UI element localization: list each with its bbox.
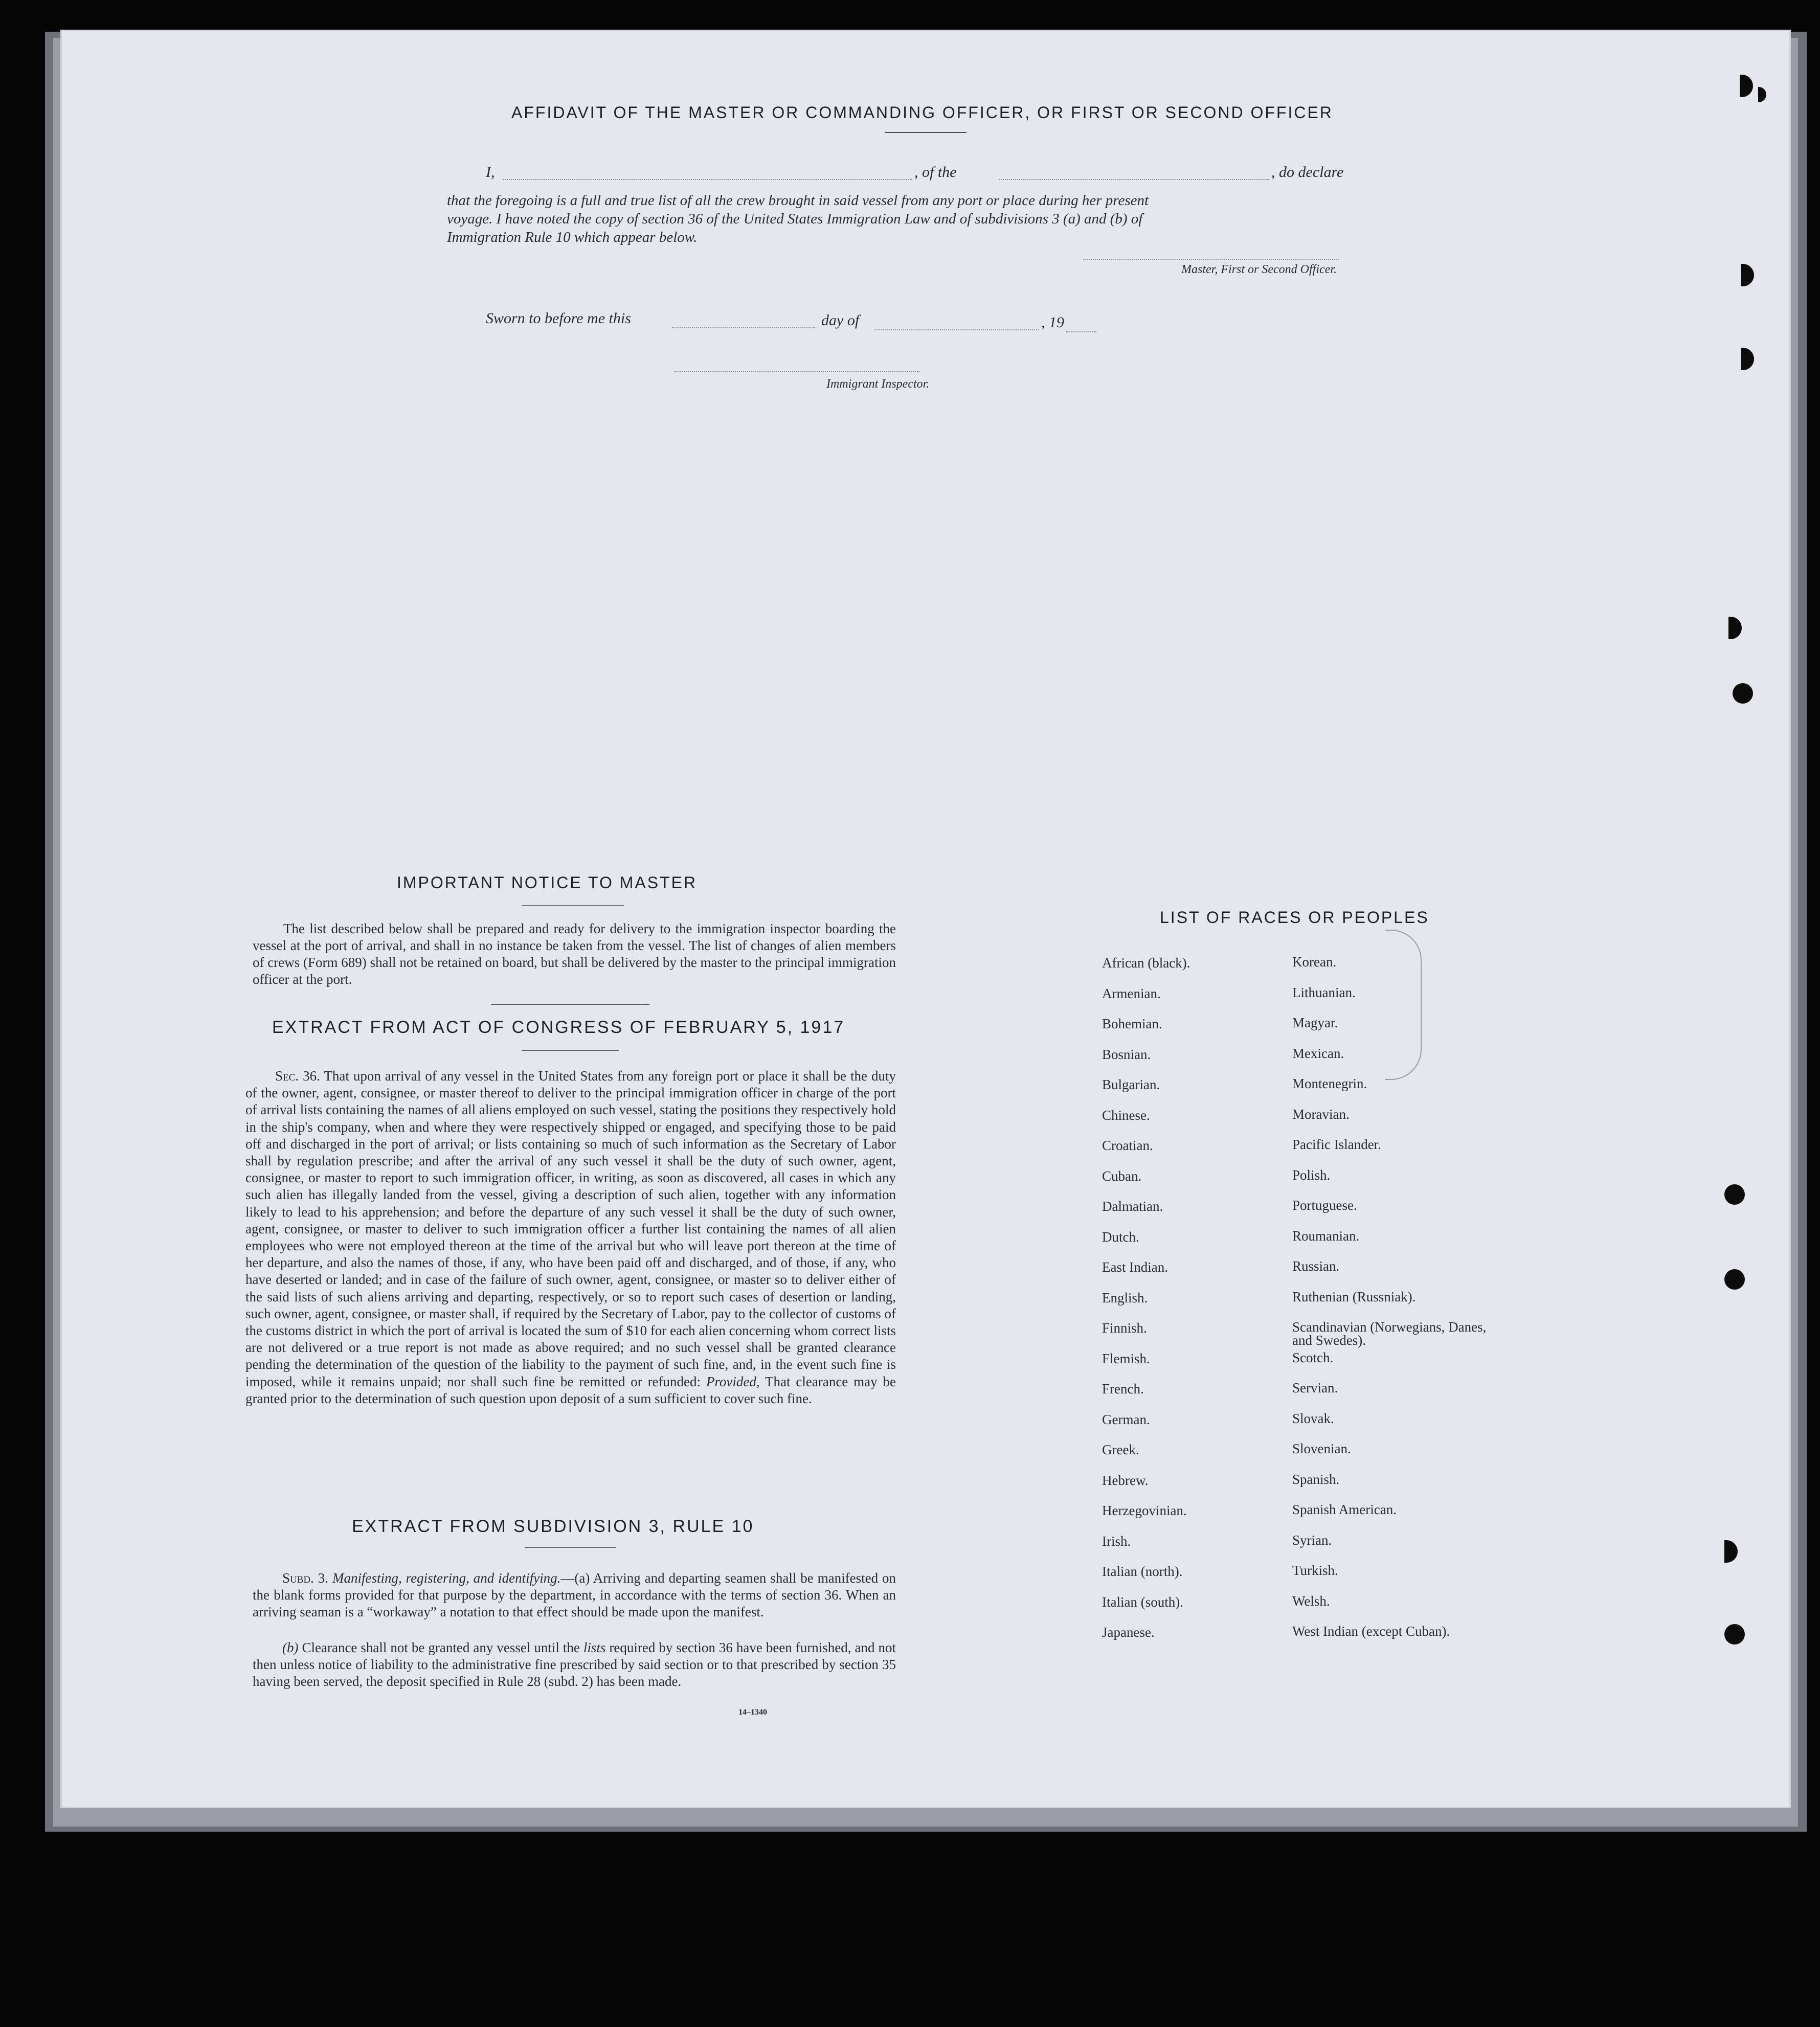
race-right: Spanish. — [1292, 1471, 1340, 1487]
sworn-year-blank[interactable] — [1066, 331, 1096, 332]
race-right: Slovenian. — [1292, 1441, 1351, 1456]
punch-hole — [1733, 683, 1753, 704]
race-left: Dutch. — [1102, 1229, 1139, 1245]
race-row — [1102, 1108, 1521, 1138]
race-row — [1102, 1412, 1521, 1443]
act-section-text: That upon arrival of any vessel in the United States from any foreign port or place it shall be the duty of the owner, agent, consignee, or master thereof to deliver to the principal immigration officer in charge of the port of arrival lists containing the names of all aliens employed on such vessel, stating the positions they respectively hold in the ship's company, when and where they were respectively shipped or engaged, and specifying those to be paid off and discharged in the port of arrival; or lists containing so much of such information as the Secretary of Labor shall by regulation prescribe; and after the arrival of any such vessel it shall be the duty of such owner, agent, consignee, or master to report to such immigration officer, in writing, as soon as discovered, all cases in which any such alien has illegally landed from the vessel, giving a description of such alien, together with any information likely to lead to his apprehension; and before the departure of any such vessel it shall be the duty of such owner, agent, consignee, or master to deliver to such immigration officer a further list containing the names of all alien employees who were not employed thereon at the time of the arrival but who will leave port thereon at the time of her departure, and also the names of those, if any, who have been paid off and discharged, and of those, if any, who have deserted or landed; and in case of the failure of such owner, agent, consignee, or master so to deliver either of the said lists of such aliens arriving and departing, respectively, or so to report such cases of desertion or landing, such owner, agent, consignee, or master shall, if required by the Secretary of Labor, pay to the collector of customs of the customs district in which the port of arrival is located the sum of $10 for each alien concerning whom correct lists are not delivered or a true report is not made as above required; and no such vessel shall be granted clearance pending the determination of the question of the liability to the payment of such fine, and, in the event such fine is imposed, while it remains unpaid; nor shall such fine be remitted or refunded: — [245, 1068, 896, 1389]
race-left: Italian (south). — [1102, 1594, 1183, 1610]
race-right: Scotch. — [1292, 1349, 1334, 1365]
race-left: Herzegovinian. — [1102, 1503, 1187, 1518]
race-right: Montenegrin. — [1292, 1076, 1367, 1091]
race-left: English. — [1102, 1290, 1148, 1305]
notice-separator — [491, 1004, 649, 1005]
affidavit-line-i: I, — [486, 164, 495, 181]
race-left: Finnish. — [1102, 1320, 1147, 1336]
race-right: Scandinavian (Norwegians, Danes, and Swedes). — [1292, 1319, 1487, 1348]
race-row — [1102, 1381, 1521, 1412]
race-right: Russian. — [1292, 1258, 1340, 1274]
race-left: French. — [1102, 1381, 1144, 1397]
race-left: Italian (north). — [1102, 1564, 1183, 1579]
race-row — [1102, 1534, 1521, 1564]
name-blank[interactable] — [503, 179, 912, 180]
race-left: East Indian. — [1102, 1259, 1168, 1275]
race-left: Bulgarian. — [1102, 1077, 1160, 1092]
race-left: Armenian. — [1102, 985, 1161, 1001]
race-row — [1102, 1229, 1521, 1260]
sworn-text: Sworn to before me this — [486, 310, 631, 327]
race-left: Bohemian. — [1102, 1016, 1162, 1031]
rule-para-a — [253, 1570, 896, 1620]
races-list — [1102, 955, 1521, 1655]
race-row — [1102, 1625, 1521, 1655]
notice-body: The list described below shall be prepared and ready for delivery to the immigration inspector boarding the vessel at the port of arrival, and shall in no instance be taken from the vessel. The list of changes of alien members of crews (Form 689) shall not be retained on board, but shall be delivered by the master to the principal immigration officer at the port. — [253, 921, 896, 987]
punch-hole — [1741, 264, 1754, 286]
race-left: Bosnian. — [1102, 1046, 1151, 1062]
race-right: Polish. — [1292, 1167, 1331, 1183]
punch-hole — [1741, 348, 1754, 370]
race-left: Chinese. — [1102, 1107, 1150, 1123]
race-right: Moravian. — [1292, 1106, 1350, 1122]
punch-hole — [1728, 617, 1742, 639]
rule-extract-title: EXTRACT FROM SUBDIVISION 3, RULE 10 — [352, 1517, 754, 1536]
sworn-month-blank[interactable] — [874, 329, 1039, 330]
race-row — [1102, 1442, 1521, 1473]
race-right: Welsh. — [1292, 1593, 1330, 1609]
races-title: LIST OF RACES OR PEOPLES — [1160, 908, 1429, 927]
punch-hole — [1724, 1540, 1738, 1563]
race-left: Hebrew. — [1102, 1472, 1149, 1488]
race-row — [1102, 1259, 1521, 1290]
act-section-end: That clearance may be granted prior to the determination of such question upon deposit of a sum sufficient to cover such fine. — [245, 1373, 896, 1406]
race-right: Syrian. — [1292, 1532, 1332, 1548]
para-b-rest: required by section 36 have been furnished, and not then unless notice of liability to the administrative fine prescribed by said section or to that prescribed by section 35 having been served, the deposit specified in Rule 28 (subd. 2) has been made. — [253, 1640, 896, 1689]
punch-hole — [1740, 75, 1753, 97]
race-row — [1102, 1351, 1521, 1382]
punch-hole — [1724, 1269, 1745, 1290]
notice-title: IMPORTANT NOTICE TO MASTER — [397, 873, 698, 892]
para-b-start: Clearance shall not be granted any vessel until the — [302, 1640, 580, 1655]
race-row — [1102, 1047, 1521, 1077]
race-right: Mexican. — [1292, 1045, 1344, 1061]
race-left: African (black). — [1102, 955, 1190, 971]
signature-label: Master, First or Second Officer. — [1181, 263, 1337, 276]
punch-hole — [1724, 1184, 1745, 1205]
act-body — [245, 1068, 896, 1407]
race-row — [1102, 1199, 1521, 1229]
race-right: Magyar. — [1292, 1015, 1338, 1030]
title-underline — [885, 132, 967, 133]
race-left: German. — [1102, 1411, 1150, 1427]
race-row — [1102, 1077, 1521, 1108]
race-row — [1102, 986, 1521, 1017]
race-right: Slovak. — [1292, 1410, 1334, 1426]
vessel-blank[interactable] — [999, 179, 1269, 180]
race-right: Spanish American. — [1292, 1502, 1397, 1517]
sworn-day-blank[interactable] — [672, 327, 815, 328]
race-left: Greek. — [1102, 1442, 1139, 1457]
race-left: Flemish. — [1102, 1350, 1150, 1366]
affidavit-statement-1: that the foregoing is a full and true list of all the crew brought in said vessel from any port or place during her present — [447, 192, 1149, 209]
punch-hole — [1758, 87, 1766, 102]
race-right: Turkish. — [1292, 1563, 1338, 1578]
affidavit-statement-3: Immigration Rule 10 which appear below. — [447, 229, 698, 245]
affidavit-of-the: , of the — [914, 164, 957, 181]
rule-para-b — [253, 1639, 896, 1690]
race-left: Irish. — [1102, 1533, 1131, 1549]
race-right: West Indian (except Cuban). — [1292, 1624, 1450, 1639]
race-right: Roumanian. — [1292, 1228, 1360, 1244]
notice-rule — [522, 905, 624, 906]
subd-para-a: —(a) Arriving and departing seamen shall be manifested on the blank forms provided for that purpose by the department, in accordance with the terms of section 36. When an arriving seaman is a “workaway” a notation to that effect should be made upon the manifest. — [253, 1570, 896, 1619]
race-row — [1102, 1290, 1521, 1321]
form-page — [60, 30, 1791, 1808]
race-right: Servian. — [1292, 1380, 1338, 1395]
affidavit-statement-2: voyage. I have noted the copy of section 36 of the United States Immigration Law and of subdivisions 3 (a) and (b) of — [447, 211, 1143, 227]
race-left: Cuban. — [1102, 1168, 1142, 1184]
race-row — [1102, 1503, 1521, 1534]
race-right: Portuguese. — [1292, 1198, 1357, 1213]
race-row — [1102, 1320, 1521, 1351]
punch-hole — [1724, 1624, 1745, 1645]
para-b-label: (b) — [282, 1640, 299, 1655]
inspector-label: Immigrant Inspector. — [826, 377, 930, 391]
affidavit-do-declare: , do declare — [1271, 164, 1344, 181]
rule-rule — [525, 1547, 616, 1548]
race-right: Ruthenian (Russniak). — [1292, 1289, 1416, 1304]
affidavit-title: AFFIDAVIT OF THE MASTER OR COMMANDING OFFICER, OR FIRST OR SECOND OFFICER — [511, 103, 1333, 122]
inspector-signature-line[interactable] — [674, 371, 919, 372]
form-number: 14–1340 — [738, 1708, 767, 1717]
race-row — [1102, 955, 1521, 986]
day-of-text: day of — [821, 312, 860, 329]
race-row — [1102, 1473, 1521, 1503]
subd-title: Manifesting, registering, and identifying. — [332, 1570, 561, 1586]
race-left: Dalmatian. — [1102, 1199, 1163, 1214]
race-right: Pacific Islander. — [1292, 1137, 1381, 1152]
race-left: Japanese. — [1102, 1625, 1155, 1640]
race-right: Korean. — [1292, 954, 1337, 970]
race-right: Lithuanian. — [1292, 984, 1356, 1000]
year-prefix: , 19 — [1041, 314, 1064, 331]
race-row — [1102, 1168, 1521, 1199]
race-row — [1102, 1016, 1521, 1047]
subd-label: Subd. 3. — [282, 1570, 329, 1586]
race-row — [1102, 1564, 1521, 1594]
act-provided-label: Provided, — [706, 1373, 760, 1389]
signature-line[interactable] — [1083, 259, 1339, 260]
para-b-lists: lists — [583, 1640, 606, 1655]
act-rule — [522, 1050, 619, 1051]
race-left: Croatian. — [1102, 1138, 1153, 1153]
race-row — [1102, 1594, 1521, 1625]
race-row — [1102, 1138, 1521, 1168]
act-section-label: Sec. 36. — [275, 1068, 320, 1084]
act-extract-title: EXTRACT FROM ACT OF CONGRESS OF FEBRUARY 5, 1917 — [272, 1018, 845, 1037]
